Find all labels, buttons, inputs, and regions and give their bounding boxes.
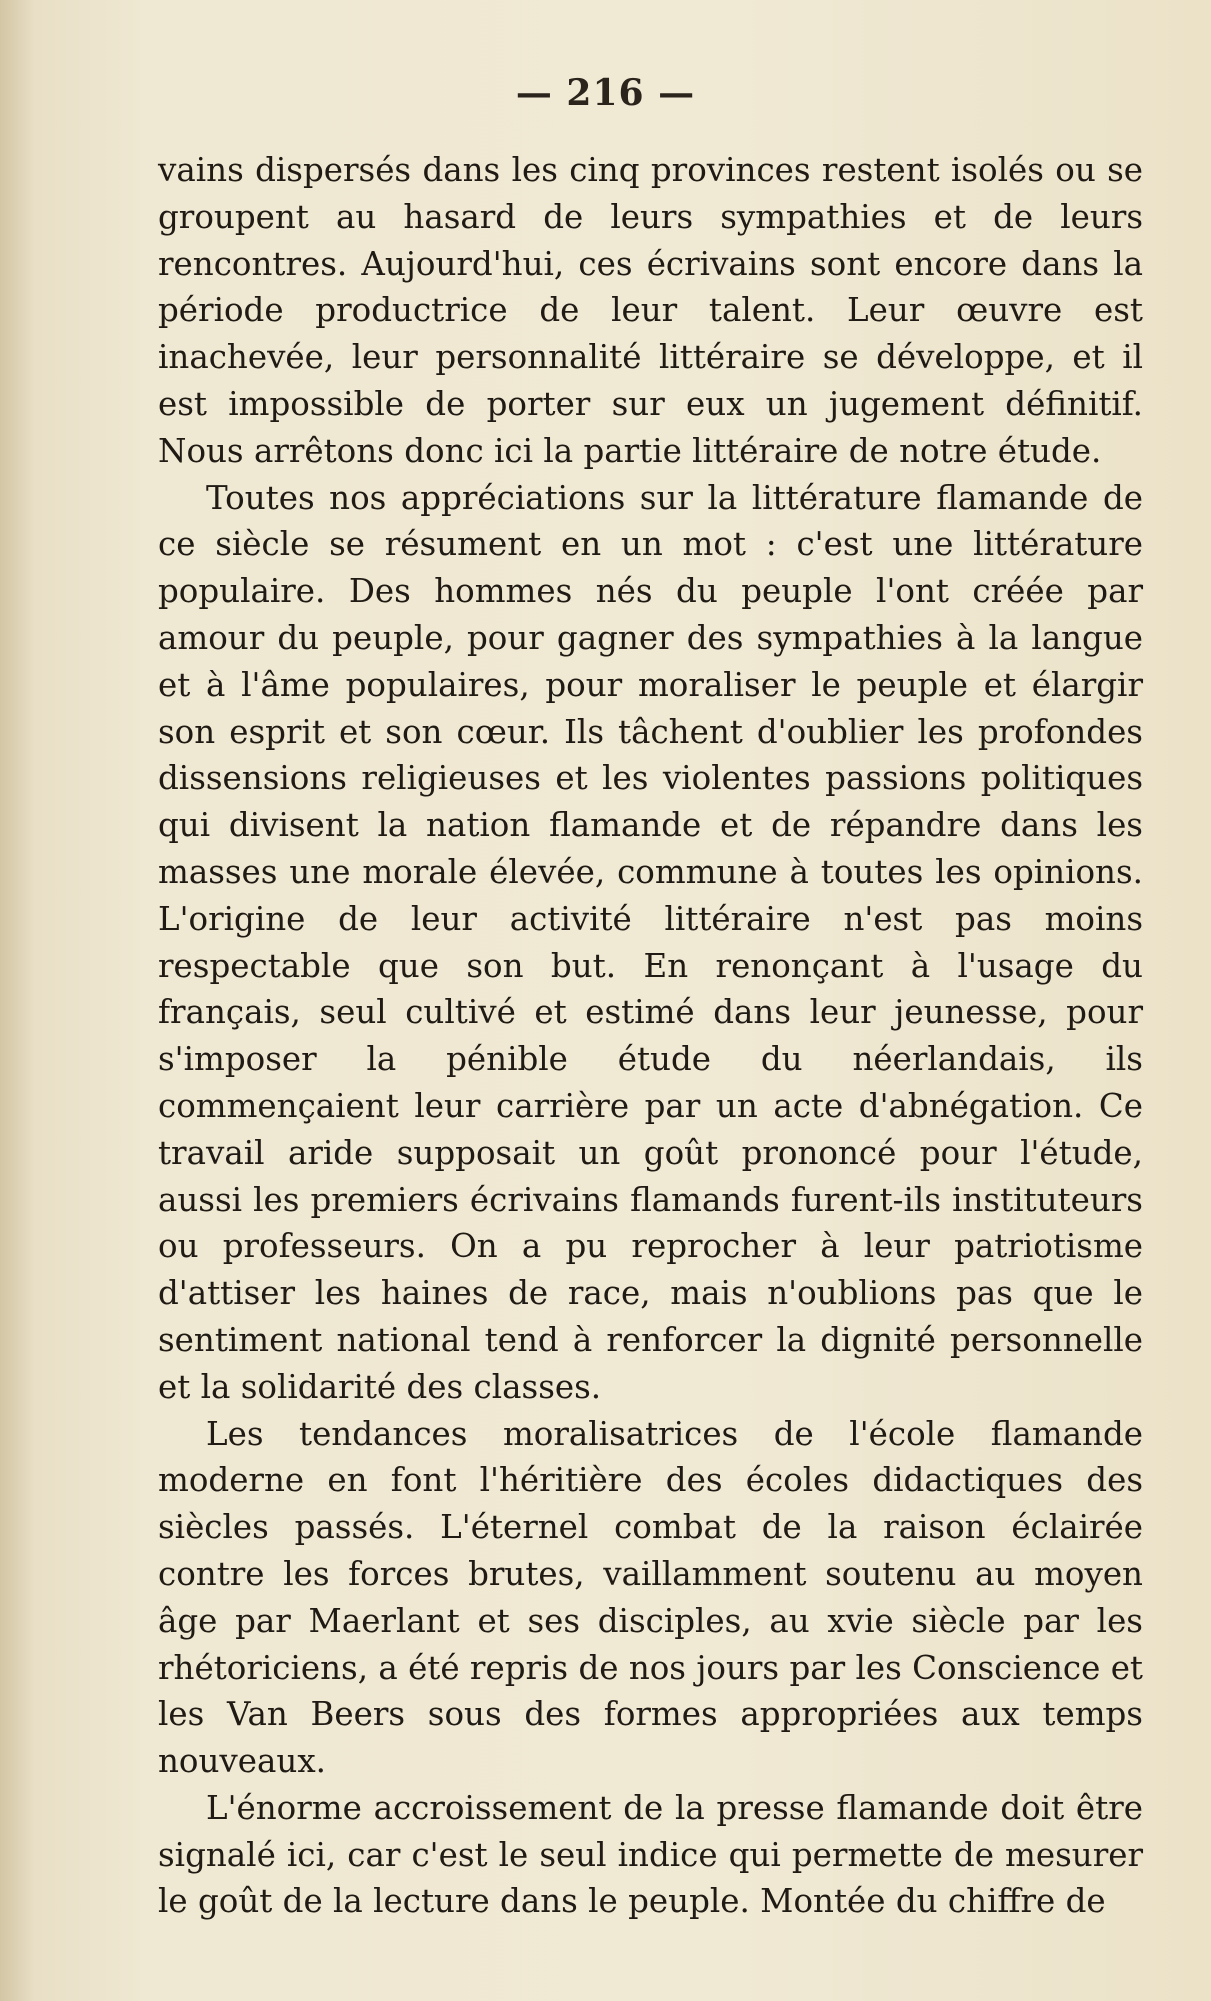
paragraph-2: Toutes nos appréciations sur la littérature flamande de ce siècle se résument en un mot : c'est une littérature populaire. Des hommes nés du peuple l'ont créée par amour du peuple, pour gagner des sympathies à la langue et à l'âme populaires, pour moraliser le peuple et élargir son esprit et son cœur. Ils tâchent d'oublier les profondes dissensions religieuses et les violentes passions politiques qui divisent la nation flamande et de répandre dans les masses une morale élevée, commune à toutes les opinions. L'origine de leur activité littéraire n'est pas moins respectable que son but. En renonçant à l'usage du français, seul cultivé et estimé dans leur jeunesse, pour s'imposer la pénible étude du néerlandais, ils commençaient leur carrière par un acte d'abnégation. Ce travail aride supposait un goût prononcé pour l'étude, aussi les premiers écrivains flamands furent-ils instituteurs ou professeurs. On a pu reprocher à leur patriotisme d'attiser les haines de race, mais n'oublions pas que le sentiment national tend à renforcer la dignité personnelle et la solidarité des classes. bbox=[158, 478, 1143, 1406]
paragraph-1: vains dispersés dans les cinq provinces restent isolés ou se groupent au hasard de leurs sympathies et de leurs rencontres. Aujourd'hui, ces écrivains sont encore dans la période productrice de leur talent. Leur œuvre est inachevée, leur personnalité littéraire se développe, et il est impossible de porter sur eux un jugement définitif. Nous arrêtons donc ici la partie littéraire de notre étude. bbox=[158, 151, 1143, 470]
paragraph-3: Les tendances moralisatrices de l'école flamande moderne en font l'héritière des écoles didactiques des siècles passés. L'éternel combat de la raison éclairée contre les forces brutes, vaillamment soutenu au moyen âge par Maerlant et ses disciples, au xvie siècle par les rhétoriciens, a été repris de nos jours par les Conscience et les Van Beers sous des formes appropriées aux temps nouveaux. bbox=[158, 1414, 1143, 1781]
paragraph-4: L'énorme accroissement de la presse flamande doit être signalé ici, car c'est le seul indice qui permette de mesurer le goût de la lecture dans le peuple. Montée du chiffre de bbox=[158, 1788, 1143, 1921]
page-number: — 216 — bbox=[515, 72, 696, 114]
page-gutter-shadow bbox=[0, 0, 34, 2001]
body-text bbox=[158, 147, 1143, 1925]
